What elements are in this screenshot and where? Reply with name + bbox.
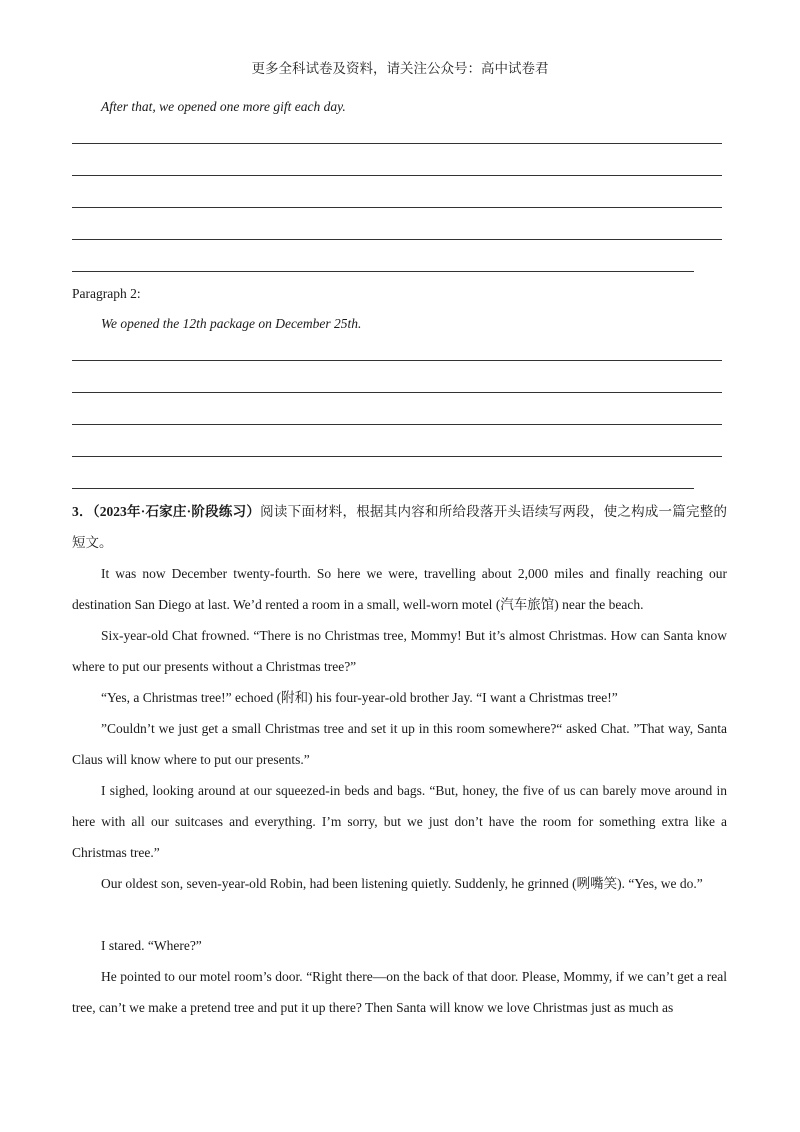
- question-heading: [72, 496, 727, 558]
- writing-line: [72, 239, 722, 240]
- writing-line: [72, 456, 722, 457]
- paragraph2-start: We opened the 12th package on December 25th.: [101, 316, 362, 331]
- passage-paragraph: I sighed, looking around at our squeezed-in beds and bags. “But, honey, the five of us can barely move around in here with all our suitcases and everything. I’m sorry, but we just don’t have the room for something extra like a Christmas tree.”: [72, 783, 727, 860]
- writing-line: [72, 271, 694, 272]
- writing-line: [72, 424, 722, 425]
- writing-line: [72, 392, 722, 393]
- passage-paragraph: “Yes, a Christmas tree!” echoed (附和) his four-year-old brother Jay. “I want a Christmas tree!”: [101, 690, 618, 705]
- passage-paragraph: ”Couldn’t we just get a small Christmas tree and set it up in this room somewhere?“ asked Chat. ”That way, Santa Claus will know where to put our presents.”: [72, 721, 727, 767]
- writing-line: [72, 143, 722, 144]
- question-source: （2023年·石家庄·阶段练习）: [92, 504, 261, 519]
- writing-line: [72, 488, 694, 489]
- question-instruction: 阅读下面材料，根据其内容和所给段落开头语续写两段，使之构成一篇完整的短文。: [72, 504, 728, 550]
- writing-line: [72, 360, 722, 361]
- question-number: 3．: [72, 504, 93, 519]
- writing-line: [72, 207, 722, 208]
- passage-paragraph: Our oldest son, seven-year-old Robin, had been listening quietly. Suddenly, he grinned (咧嘴笑). “Yes, we do.”: [101, 876, 703, 891]
- passage-paragraph: It was now December twenty-fourth. So here we were, travelling about 2,000 miles and finally reaching our destination San Diego at last. We’d rented a room in a small, well-worn motel (汽车旅馆) near the beach.: [72, 566, 727, 612]
- passage-paragraph: He pointed to our motel room’s door. “Right there—on the back of that door. Please, Mommy, if we can’t get a real tree, can’t we make a pretend tree and put it up there? Then Santa will know we love Christmas just as much as: [72, 969, 727, 1015]
- passage-paragraph: Six-year-old Chat frowned. “There is no Christmas tree, Mommy! But it’s almost Christmas. How can Santa know where to put our presents without a Christmas tree?”: [72, 628, 727, 674]
- passage-paragraph: I stared. “Where?”: [101, 938, 202, 953]
- paragraph1-start: After that, we opened one more gift each day.: [101, 99, 346, 114]
- page-header: 更多全科试卷及资料，请关注公众号：高中试卷君: [251, 61, 549, 76]
- paragraph2-label: Paragraph 2:: [72, 286, 141, 301]
- writing-line: [72, 175, 722, 176]
